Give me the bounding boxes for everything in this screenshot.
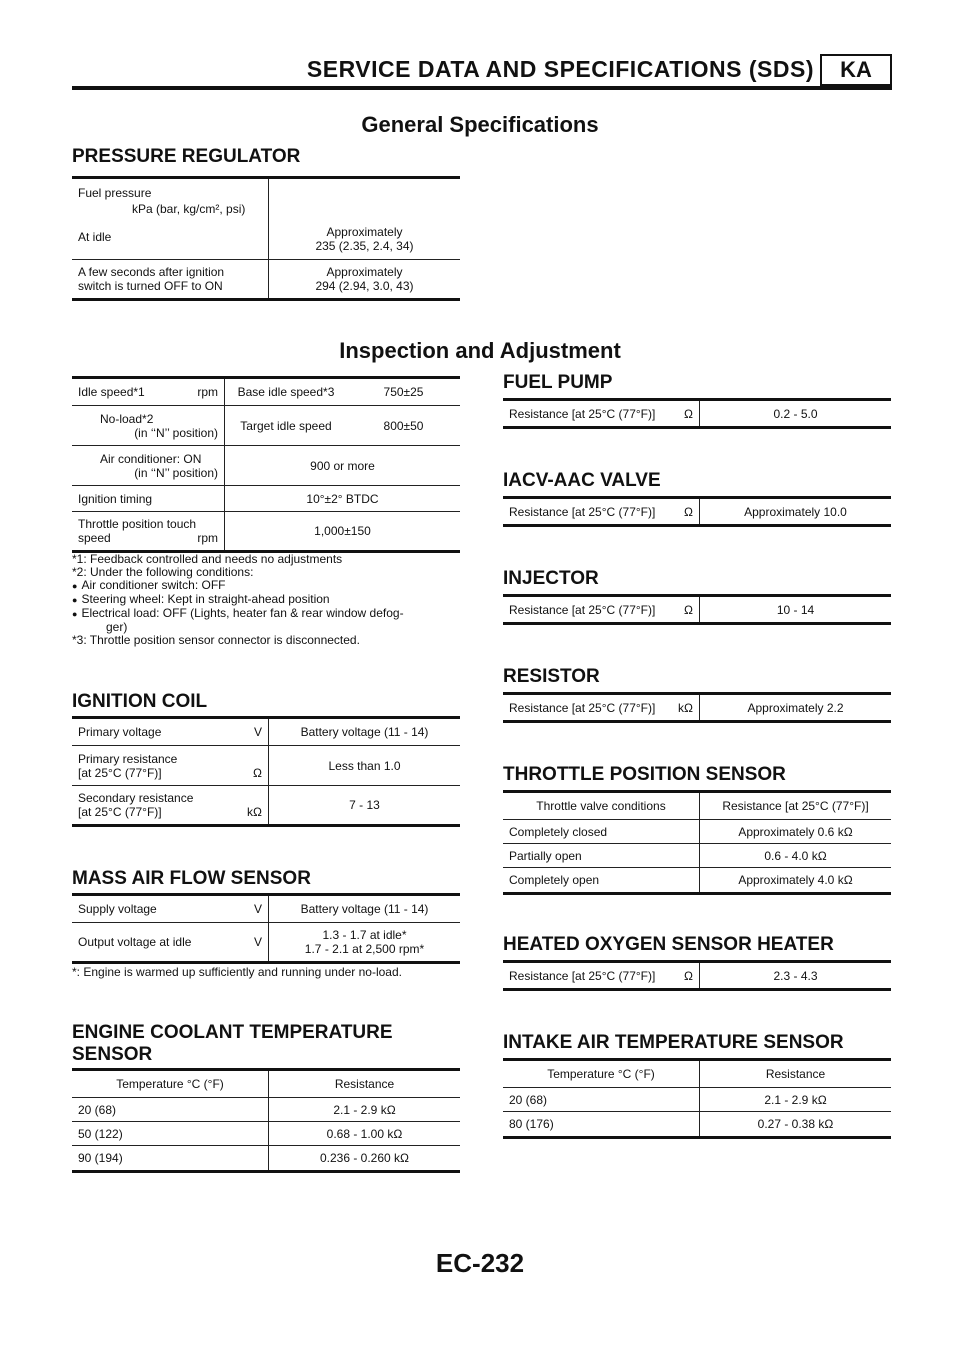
iacv-table [503, 496, 891, 527]
at-idle-value: Approximately [326, 225, 403, 239]
resistor-value: Approximately 2.2 [700, 694, 892, 722]
ac-position: (in ‘‘N’’ position) [134, 465, 218, 480]
output-voltage-value-2: 1.7 - 2.1 at 2,500 rpm* [304, 942, 425, 956]
idle-speed-table [72, 376, 460, 553]
header-title: SERVICE DATA AND SPECIFICATIONS (SDS) [306, 56, 814, 82]
iat-resistance-cell: 2.1 - 2.9 kΩ [700, 1088, 892, 1112]
ac-value: 900 or more [225, 446, 461, 486]
idle-notes [72, 553, 462, 647]
secondary-resistance-value: 7 - 13 [269, 786, 461, 826]
primary-resistance-unit: Ω [253, 765, 262, 780]
iat-temp-cell: 80 (176) [503, 1112, 700, 1138]
resistor-unit: kΩ [678, 700, 693, 715]
tps-condition-cell: Completely open [503, 868, 700, 894]
target-idle-value: 800±50 [347, 406, 460, 446]
fuel-pressure-label: Fuel pressure [78, 186, 152, 200]
at-idle-value-2: 235 (2.35, 2.4, 34) [315, 239, 414, 253]
ect-title [72, 1022, 393, 1066]
note-2: *2: Under the following conditions: [72, 565, 254, 579]
resistor-title: RESISTOR [503, 666, 600, 687]
table-row [503, 844, 891, 868]
secondary-resistance-label-2: [at 25°C (77°F)] [78, 805, 162, 819]
throttle-touch-label: Throttle position touch [78, 517, 197, 531]
ect-resistance-cell: 0.236 - 0.260 kΩ [269, 1146, 461, 1172]
table-row [72, 1122, 460, 1146]
note-3: *3: Throttle position sensor connector is disconnected. [72, 633, 360, 647]
rpm-unit: rpm [197, 385, 218, 399]
table-row [503, 820, 891, 844]
tps-table [503, 790, 891, 895]
ect-temp-cell: 20 (68) [72, 1098, 269, 1122]
injector-label: Resistance [at 25°C (77°F)] [509, 602, 656, 617]
table-row [72, 1098, 460, 1122]
secondary-resistance-label: Secondary resistance [78, 791, 194, 805]
iat-title: INTAKE AIR TEMPERATURE SENSOR [503, 1032, 844, 1053]
after-ignition-label-2: switch is turned OFF to ON [78, 279, 223, 293]
base-idle-label: Base idle speed*3 [225, 378, 348, 406]
table-row [72, 1146, 460, 1172]
ect-resistance-cell: 0.68 - 1.00 kΩ [269, 1122, 461, 1146]
after-ignition-label: A few seconds after ignition [78, 265, 225, 279]
tps-col-condition: Throttle valve conditions [503, 792, 700, 820]
note-bullet-3-cont: ger) [106, 620, 128, 634]
at-idle-label: At idle [78, 230, 112, 244]
general-title: General Specifications [361, 112, 599, 137]
pressure-regulator-table [72, 176, 460, 301]
fuel-pump-label: Resistance [at 25°C (77°F)] [509, 406, 656, 421]
ho2s-label: Resistance [at 25°C (77°F)] [509, 968, 656, 983]
after-ignition-value: Approximately [326, 265, 403, 279]
fuel-pump-title: FUEL PUMP [503, 372, 613, 393]
ignition-coil-table [72, 716, 460, 827]
ect-col-temperature: Temperature °C (°F) [72, 1070, 269, 1098]
iacv-value: Approximately 10.0 [700, 498, 892, 526]
target-idle-label: Target idle speed [225, 406, 348, 446]
iat-temp-cell: 20 (68) [503, 1088, 700, 1112]
tps-col-resistance: Resistance [at 25°C (77°F)] [700, 792, 892, 820]
tps-condition-cell: Partially open [503, 844, 700, 868]
supply-voltage-label: Supply voltage [78, 902, 157, 916]
pressure-regulator-title: PRESSURE REGULATOR [72, 146, 301, 167]
injector-table [503, 594, 891, 625]
idle-speed-label: Idle speed*1 [78, 385, 145, 399]
iat-table [503, 1058, 891, 1139]
table-row [503, 868, 891, 894]
tps-resistance-cell: Approximately 4.0 kΩ [700, 868, 892, 894]
inspection-title: Inspection and Adjustment [339, 338, 621, 363]
fuel-pump-table [503, 398, 891, 429]
iacv-title: IACV-AAC VALVE [503, 470, 661, 491]
tps-resistance-cell: Approximately 0.6 kΩ [700, 820, 892, 844]
maf-table [72, 893, 460, 964]
tps-resistance-cell: 0.6 - 4.0 kΩ [700, 844, 892, 868]
supply-voltage-value: Battery voltage (11 - 14) [269, 895, 461, 923]
tps-condition-cell: Completely closed [503, 820, 700, 844]
ect-col-resistance: Resistance [269, 1070, 461, 1098]
throttle-rpm-unit: rpm [197, 531, 218, 545]
page-number: EC-232 [435, 1248, 525, 1278]
output-voltage-unit: V [253, 935, 262, 949]
maf-title: MASS AIR FLOW SENSOR [72, 868, 311, 889]
ac-label: Air conditioner: ON [100, 451, 202, 466]
primary-resistance-value: Less than 1.0 [269, 746, 461, 786]
output-voltage-value: 1.3 - 1.7 at idle* [322, 928, 407, 942]
ect-table [72, 1068, 460, 1173]
note-bullet-1: ● Air conditioner switch: OFF [72, 579, 462, 593]
primary-voltage-unit: V [253, 725, 262, 739]
ignition-coil-title: IGNITION COIL [72, 691, 208, 712]
base-idle-value: 750±25 [347, 378, 460, 406]
page-header [72, 54, 892, 90]
maf-note: *: Engine is warmed up sufficiently and running under no-load. [72, 965, 402, 979]
table-row [503, 1088, 891, 1112]
fuel-pump-value: 0.2 - 5.0 [700, 400, 892, 428]
iacv-label: Resistance [at 25°C (77°F)] [509, 504, 656, 519]
iat-col-temperature: Temperature °C (°F) [503, 1060, 700, 1088]
resistor-table [503, 692, 891, 723]
ho2s-value: 2.3 - 4.3 [700, 962, 892, 990]
table-row [503, 1112, 891, 1138]
after-ignition-value-2: 294 (2.94, 3.0, 43) [315, 279, 414, 293]
note-bullet-2: ● Steering wheel: Kept in straight-ahead position [72, 593, 462, 607]
injector-unit: Ω [684, 602, 693, 617]
header-badge: KA [820, 54, 892, 86]
ect-resistance-cell: 2.1 - 2.9 kΩ [269, 1098, 461, 1122]
iat-resistance-cell: 0.27 - 0.38 kΩ [700, 1112, 892, 1138]
injector-value: 10 - 14 [700, 596, 892, 624]
supply-voltage-unit: V [253, 902, 262, 916]
iat-col-resistance: Resistance [700, 1060, 892, 1088]
ect-temp-cell: 50 (122) [72, 1122, 269, 1146]
primary-resistance-label-2: [at 25°C (77°F)] [78, 765, 162, 780]
throttle-touch-value: 1,000±150 [225, 512, 461, 552]
note-bullet-3: ● Electrical load: OFF (Lights, heater fan & rear window defog- [72, 607, 462, 621]
note-1: *1: Feedback controlled and needs no adjustments [72, 552, 343, 566]
throttle-touch-label-2: speed [78, 531, 111, 545]
primary-resistance-label: Primary resistance [78, 751, 178, 766]
iacv-unit: Ω [684, 504, 693, 519]
fuel-pressure-unit: kPa (bar, kg/cm², psi) [132, 202, 246, 216]
tps-title: THROTTLE POSITION SENSOR [503, 764, 786, 785]
secondary-resistance-unit: kΩ [247, 805, 262, 819]
output-voltage-label: Output voltage at idle [78, 935, 192, 949]
noload-position: (in ‘‘N’’ position) [134, 425, 218, 440]
ignition-timing-label: Ignition timing [72, 486, 225, 512]
ho2s-title: HEATED OXYGEN SENSOR HEATER [503, 934, 834, 955]
primary-voltage-value: Battery voltage (11 - 14) [269, 718, 461, 746]
ect-title-line-1: ENGINE COOLANT TEMPERATURE [72, 1022, 393, 1043]
primary-voltage-label: Primary voltage [78, 725, 162, 739]
ect-temp-cell: 90 (194) [72, 1146, 269, 1172]
noload-label: No-load*2 [100, 411, 154, 426]
resistor-label: Resistance [at 25°C (77°F)] [509, 700, 656, 715]
ignition-timing-value: 10°±2° BTDC [225, 486, 461, 512]
ho2s-table [503, 960, 891, 991]
injector-title: INJECTOR [503, 568, 599, 589]
ho2s-unit: Ω [684, 968, 693, 983]
ect-title-line-2: SENSOR [72, 1044, 153, 1065]
fuel-pump-unit: Ω [684, 406, 693, 421]
